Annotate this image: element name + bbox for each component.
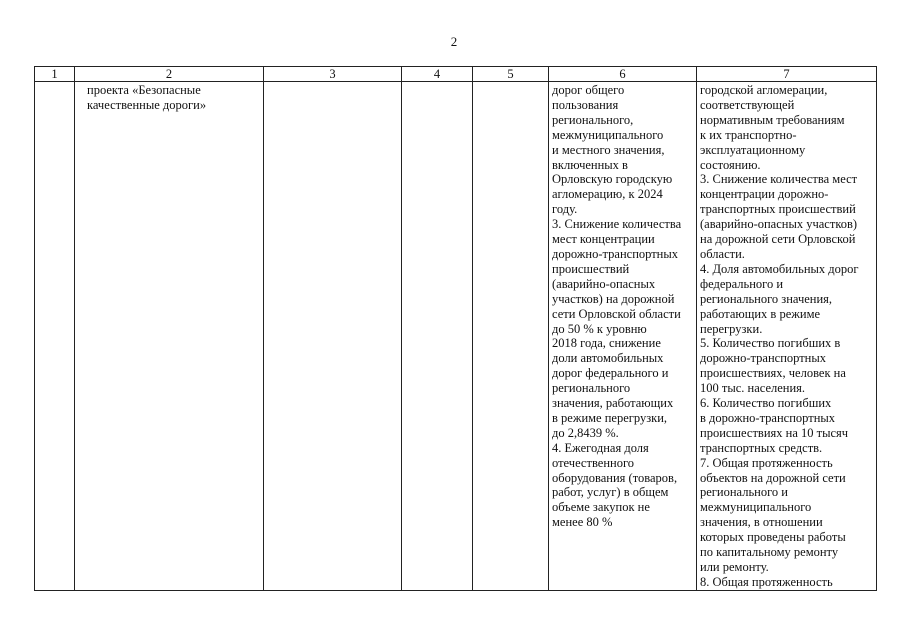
cell-line: нормативным требованиям bbox=[700, 112, 845, 127]
cell-line: в режиме перегрузки, bbox=[552, 410, 668, 425]
cell-line: до 2,8439 %. bbox=[552, 425, 619, 440]
cell-line: объеме закупок не bbox=[552, 500, 650, 515]
cell-line: городской агломерации, bbox=[700, 83, 828, 97]
cell-line: 4. Доля автомобильных дорог bbox=[700, 261, 859, 276]
cell-line: 100 тыс. населения. bbox=[700, 381, 806, 396]
cell-col-7 bbox=[697, 82, 877, 591]
cell-line: включенных в bbox=[552, 157, 628, 172]
cell-line: в дорожно-транспортных bbox=[700, 410, 836, 425]
cell-line: 2018 года, снижение bbox=[552, 336, 661, 351]
page-number: 2 bbox=[450, 34, 458, 49]
column-header-5: 5 bbox=[473, 67, 549, 82]
cell-line: и местного значения, bbox=[552, 142, 665, 157]
cell-line: 3. Снижение количества bbox=[552, 217, 682, 232]
cell-line: регионального bbox=[552, 381, 631, 396]
column-header-1: 1 bbox=[35, 67, 75, 82]
cell-line: по капитальному ремонту bbox=[700, 545, 839, 560]
cell-line: участков) на дорожной bbox=[552, 291, 675, 306]
header-row bbox=[35, 67, 877, 82]
cell-line: проекта «Безопасные bbox=[87, 83, 201, 97]
cell-line: объектов на дорожной сети bbox=[700, 470, 846, 485]
cell-line: происшествиях на 10 тысяч bbox=[700, 425, 849, 440]
cell-col-1 bbox=[35, 82, 75, 591]
cell-line: дорог федерального и bbox=[552, 366, 669, 381]
cell-line: (аварийно-опасных bbox=[552, 276, 656, 291]
cell-line: межмуниципального bbox=[700, 500, 812, 515]
cell-line: качественные дороги» bbox=[87, 97, 207, 112]
cell-line: дорожно-транспортных bbox=[700, 351, 827, 366]
cell-line: 7. Общая протяженность bbox=[700, 455, 833, 470]
cell-line: работающих в режиме bbox=[700, 306, 821, 321]
cell-line: 5. Количество погибших в bbox=[700, 336, 841, 351]
cell-col-3 bbox=[264, 82, 402, 591]
cell-line: транспортных средств. bbox=[700, 440, 823, 455]
cell-line: 8. Общая протяженность bbox=[700, 574, 833, 589]
cell-line: происшествий bbox=[552, 261, 630, 276]
cell-line: доли автомобильных bbox=[552, 351, 664, 366]
cell-line: отечественного bbox=[552, 455, 635, 470]
cell-line: федерального и bbox=[700, 276, 784, 291]
cell-line: которых проведены работы bbox=[700, 530, 846, 545]
cell-line: значения, в отношении bbox=[700, 515, 823, 530]
cell-line: межмуниципального bbox=[552, 127, 664, 142]
data-table bbox=[34, 66, 877, 591]
cell-line: оборудования (товаров, bbox=[552, 470, 678, 485]
cell-line: на дорожной сети Орловской bbox=[700, 232, 856, 247]
cell-line: 6. Количество погибших bbox=[700, 396, 832, 411]
cell-line: соответствующей bbox=[700, 97, 795, 112]
cell-col-6 bbox=[549, 82, 697, 591]
cell-line: Орловскую городскую bbox=[552, 172, 673, 187]
cell-line: до 50 % к уровню bbox=[552, 321, 647, 336]
column-header-4: 4 bbox=[402, 67, 473, 82]
column-header-2: 2 bbox=[75, 67, 264, 82]
cell-line: 4. Ежегодная доля bbox=[552, 440, 649, 455]
cell-line: перегрузки. bbox=[700, 321, 763, 336]
cell-line: пользования bbox=[552, 97, 619, 112]
cell-line: дорог общего bbox=[552, 83, 625, 97]
cell-col-5 bbox=[473, 82, 549, 591]
cell-line: области. bbox=[700, 246, 745, 261]
cell-line: эксплуатационному bbox=[700, 142, 806, 157]
cell-line: дорожно-транспортных bbox=[552, 246, 679, 261]
cell-line: регионального значения, bbox=[700, 291, 833, 306]
column-header-6: 6 bbox=[549, 67, 697, 82]
cell-line: регионального и bbox=[700, 485, 788, 500]
cell-line: транспортных происшествий bbox=[700, 202, 856, 217]
cell-line: работ, услуг) в общем bbox=[552, 485, 669, 500]
cell-line: менее 80 % bbox=[552, 515, 613, 530]
cell-line: (аварийно-опасных участков) bbox=[700, 217, 858, 232]
cell-line: или ремонту. bbox=[700, 560, 769, 574]
cell-line: 3. Снижение количества мест bbox=[700, 172, 858, 187]
cell-line: мест концентрации bbox=[552, 232, 655, 247]
cell-line: году. bbox=[552, 202, 578, 217]
cell-line: сети Орловской области bbox=[552, 306, 681, 321]
cell-line: происшествиях, человек на bbox=[700, 366, 846, 381]
cell-col-2 bbox=[75, 82, 264, 591]
cell-line: агломерацию, к 2024 bbox=[552, 187, 663, 202]
cell-line: состоянию. bbox=[700, 157, 761, 172]
cell-line: регионального, bbox=[552, 112, 634, 127]
cell-line: к их транспортно- bbox=[700, 127, 797, 142]
column-header-7: 7 bbox=[697, 67, 877, 82]
cell-col-4 bbox=[402, 82, 473, 591]
cell-line: концентрации дорожно- bbox=[700, 187, 829, 202]
column-header-3: 3 bbox=[264, 67, 402, 82]
table-row bbox=[35, 82, 877, 591]
cell-line: значения, работающих bbox=[552, 396, 674, 411]
